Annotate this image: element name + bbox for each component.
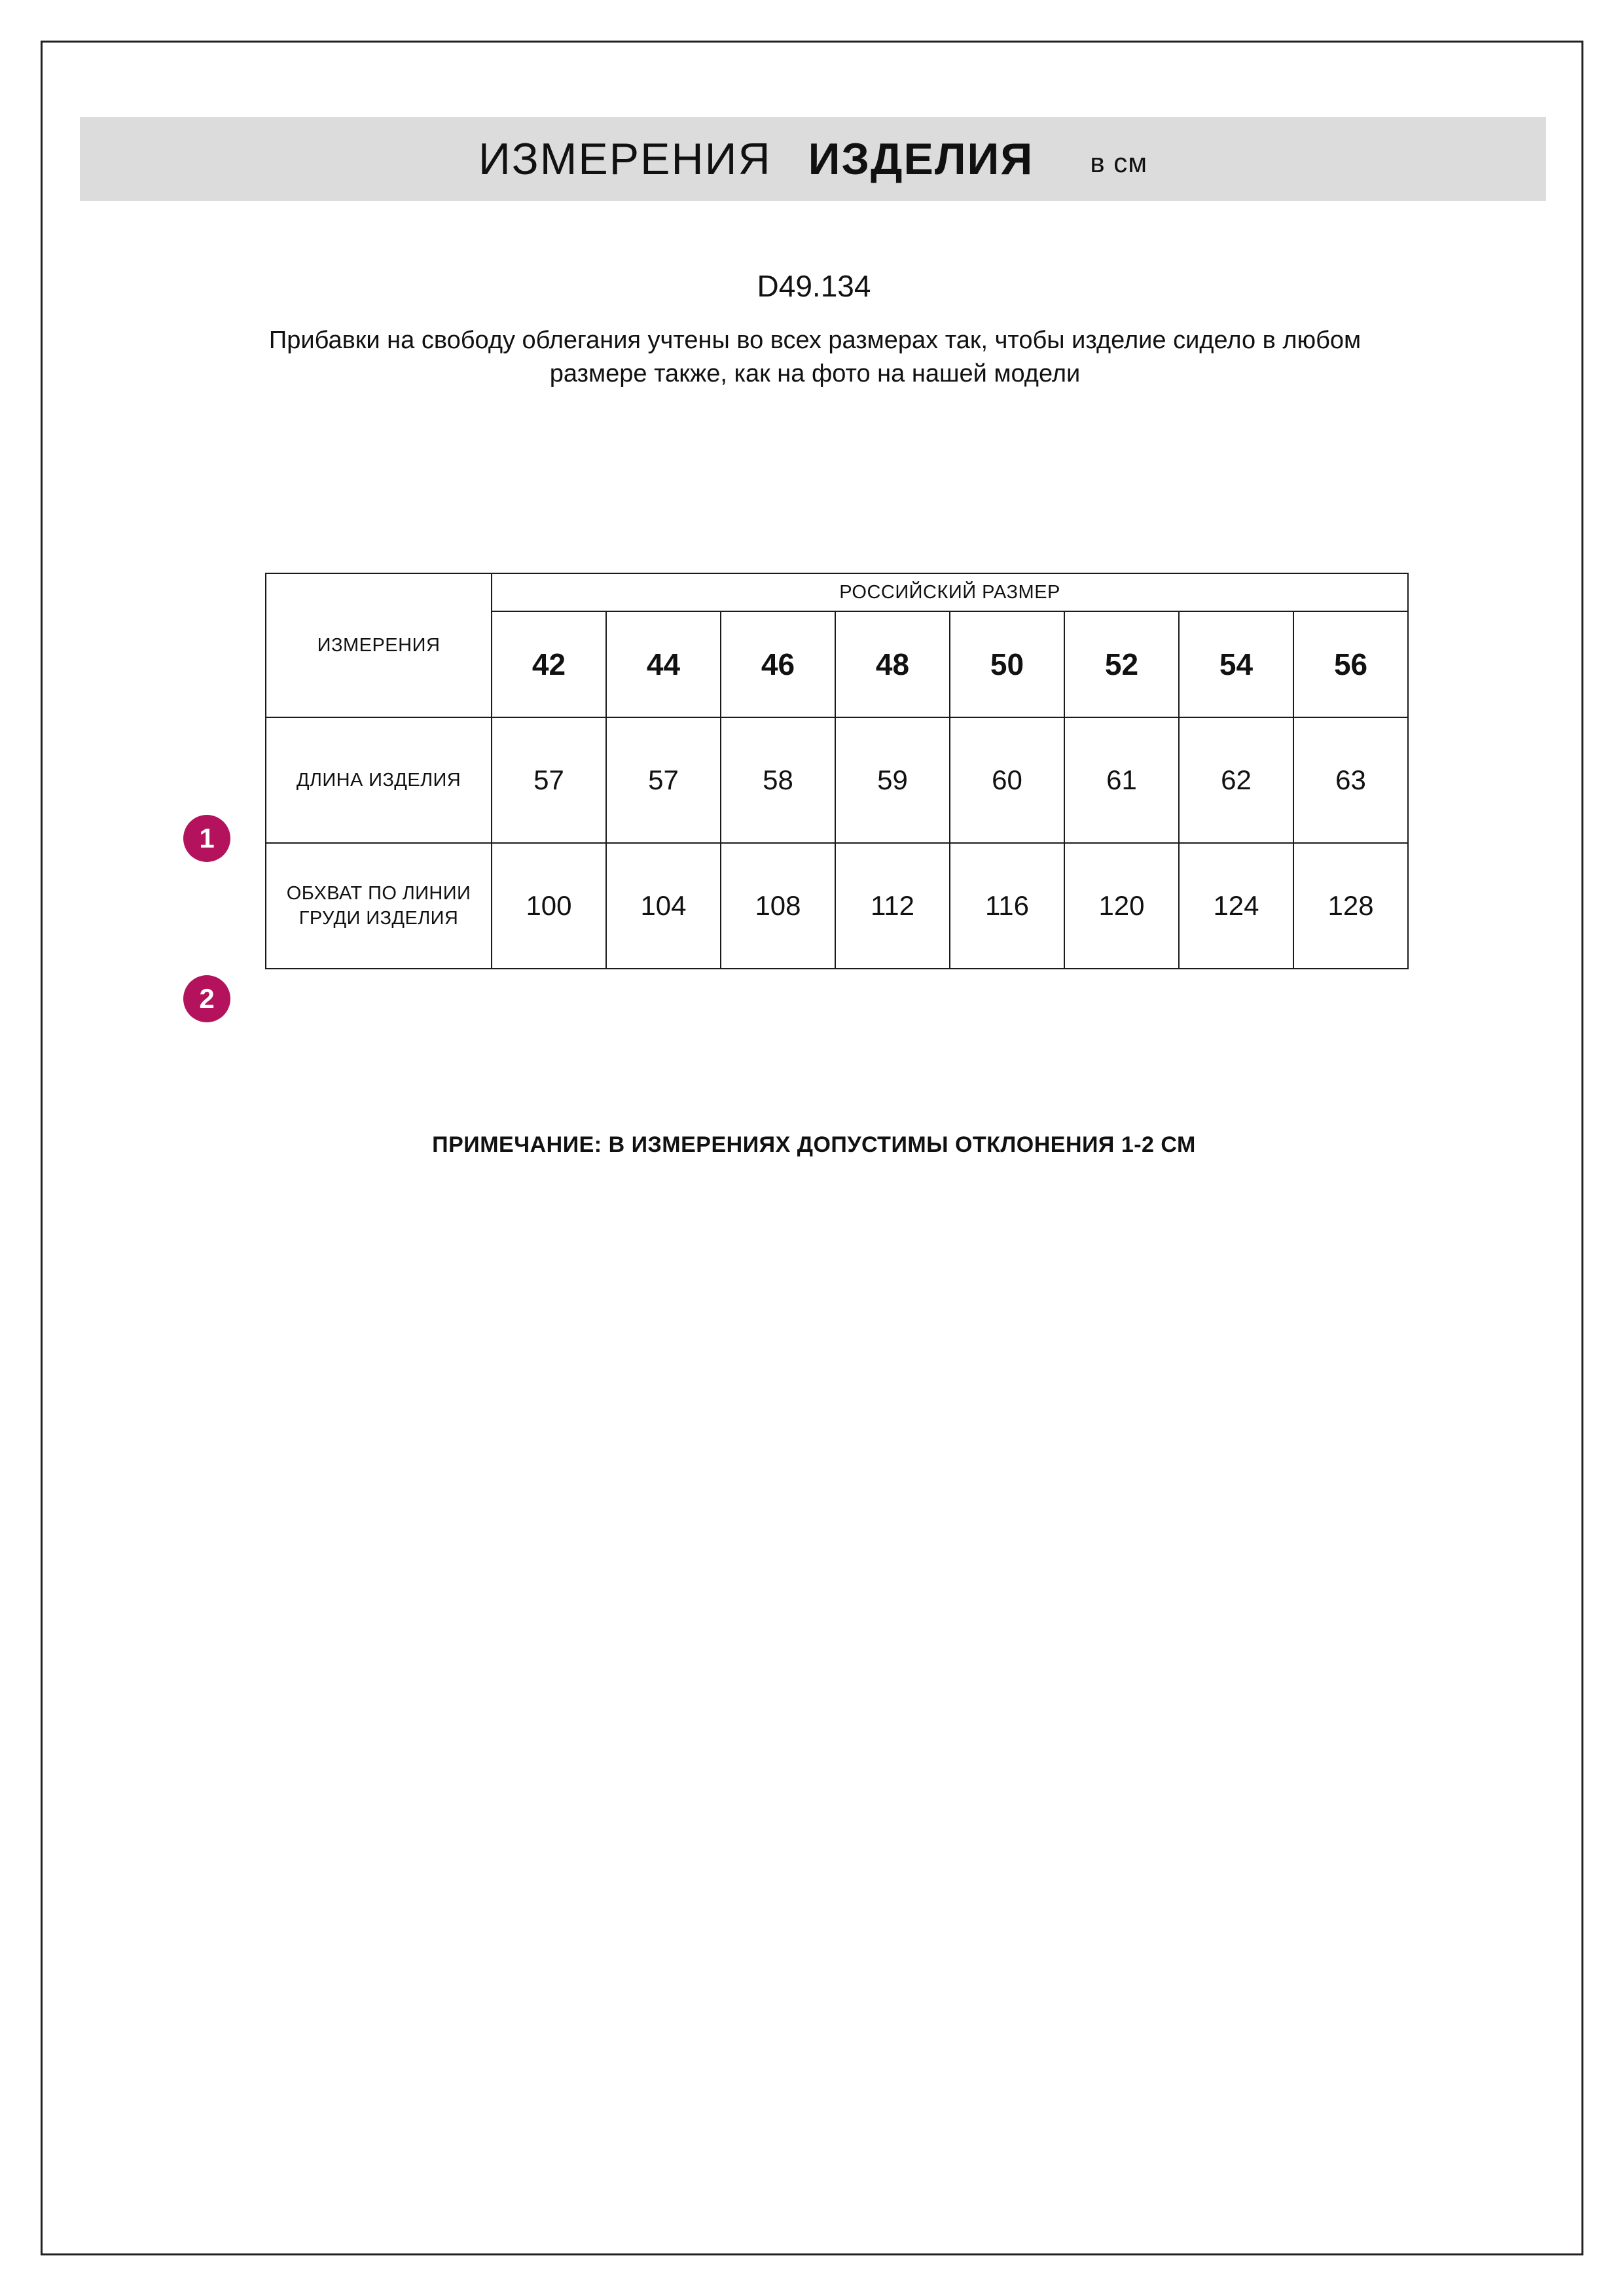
units-label: в см xyxy=(1090,147,1148,178)
page-header-band xyxy=(80,117,1546,201)
table-row xyxy=(266,717,1408,843)
row-marker-2: 2 xyxy=(183,975,230,1022)
size-group-header: РОССИЙСКИЙ РАЗМЕР xyxy=(492,573,1408,611)
size-header-42: 42 xyxy=(492,611,606,717)
measurements-table xyxy=(265,573,1409,969)
size-header-48: 48 xyxy=(835,611,950,717)
cell-chest-50: 116 xyxy=(950,843,1064,969)
row-marker-1: 1 xyxy=(183,815,230,862)
page-title-product: ИЗДЕЛИЯ xyxy=(808,134,1034,184)
size-header-46: 46 xyxy=(721,611,835,717)
cell-chest-44: 104 xyxy=(606,843,721,969)
row-label-length: ДЛИНА ИЗДЕЛИЯ xyxy=(266,717,492,843)
cell-length-54: 62 xyxy=(1179,717,1293,843)
cell-chest-54: 124 xyxy=(1179,843,1293,969)
cell-length-44: 57 xyxy=(606,717,721,843)
size-header-56: 56 xyxy=(1293,611,1408,717)
measurements-column-header: ИЗМЕРЕНИЯ xyxy=(266,573,492,717)
page-border xyxy=(41,41,1583,2255)
cell-chest-46: 108 xyxy=(721,843,835,969)
row-label-chest: ОБХВАТ ПО ЛИНИИ ГРУДИ ИЗДЕЛИЯ xyxy=(266,843,492,969)
measurements-table-wrapper xyxy=(265,573,1407,969)
cell-chest-52: 120 xyxy=(1064,843,1179,969)
size-header-54: 54 xyxy=(1179,611,1293,717)
article-code: D49.134 xyxy=(757,269,871,303)
table-header-group-row xyxy=(266,573,1408,611)
size-header-52: 52 xyxy=(1064,611,1179,717)
cell-chest-48: 112 xyxy=(835,843,950,969)
cell-length-56: 63 xyxy=(1293,717,1408,843)
cell-chest-42: 100 xyxy=(492,843,606,969)
cell-length-52: 61 xyxy=(1064,717,1179,843)
cell-chest-56: 128 xyxy=(1293,843,1408,969)
note-text: ПРИМЕЧАНИЕ: В ИЗМЕРЕНИЯХ ДОПУСТИМЫ ОТКЛОНЕНИЯ 1-2 СМ xyxy=(432,1132,1196,1157)
page-title-measurements: ИЗМЕРЕНИЯ xyxy=(478,134,772,184)
cell-length-48: 59 xyxy=(835,717,950,843)
size-header-50: 50 xyxy=(950,611,1064,717)
cell-length-42: 57 xyxy=(492,717,606,843)
cell-length-50: 60 xyxy=(950,717,1064,843)
description-text: Прибавки на свободу облегания учтены во всех размерах так, чтобы изделие сидело в любом размере также, как на фото на нашей модели xyxy=(268,327,1362,387)
size-header-44: 44 xyxy=(606,611,721,717)
cell-length-46: 58 xyxy=(721,717,835,843)
table-row xyxy=(266,843,1408,969)
